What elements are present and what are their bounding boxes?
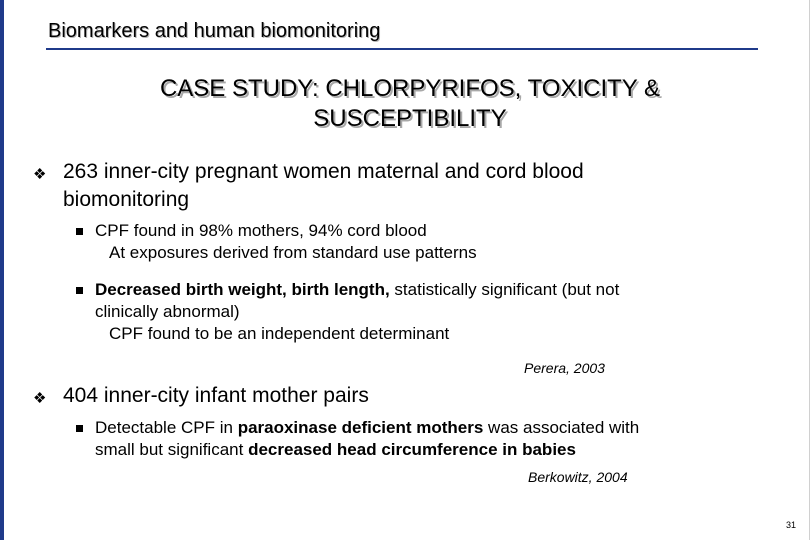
section1-sub2 bbox=[95, 279, 619, 345]
slide-title-line2: SUSCEPTIBILITY bbox=[313, 105, 507, 132]
section2-sub1-line2-pre: small but significant bbox=[95, 440, 249, 459]
section2-sub1-bold2: decreased head circumference in babies bbox=[248, 440, 576, 459]
slide-title bbox=[60, 74, 760, 134]
section1-sub2-line1 bbox=[95, 279, 619, 301]
section2-sub1 bbox=[95, 417, 639, 461]
bullet-diamond-icon: ❖ bbox=[33, 390, 47, 407]
section1-line2: biomonitoring bbox=[63, 188, 190, 211]
square-bullet-icon bbox=[76, 228, 83, 235]
bullet-diamond-icon: ❖ bbox=[33, 166, 47, 183]
citation-berkowitz: Berkowitz, 2004 bbox=[528, 469, 628, 485]
section1-sub1 bbox=[95, 220, 477, 264]
citation-perera: Perera, 2003 bbox=[524, 360, 605, 376]
section1-sub2-bold: Decreased birth weight, birth length, bbox=[95, 280, 390, 299]
section2-sub1-pre: Detectable CPF in bbox=[95, 418, 238, 437]
section1-line1: 263 inner-city pregnant women maternal and cord blood bbox=[63, 160, 584, 183]
section1-text bbox=[63, 158, 584, 214]
section1-sub2-line2: clinically abnormal) bbox=[95, 302, 240, 321]
square-bullet-icon bbox=[76, 287, 83, 294]
square-bullet-icon bbox=[76, 425, 83, 432]
section2-line1: 404 inner-city infant mother pairs bbox=[63, 384, 369, 407]
section1-sub2-line3: CPF found to be an independent determinant bbox=[109, 324, 450, 343]
left-accent-bar bbox=[0, 0, 4, 540]
slide-title-line1: CASE STUDY: CHLORPYRIFOS, TOXICITY & bbox=[159, 75, 661, 102]
section2-sub1-line1 bbox=[95, 417, 639, 439]
section2-sub1-mid: was associated with bbox=[483, 418, 640, 437]
header-title: Biomarkers and human biomonitoring bbox=[48, 20, 381, 42]
page-number: 31 bbox=[785, 520, 796, 530]
section2-sub1-line2 bbox=[95, 439, 639, 461]
section2-sub1-bold1: paraoxinase deficient mothers bbox=[237, 418, 484, 437]
section1-sub1-line2: At exposures derived from standard use patterns bbox=[109, 243, 477, 262]
section1-sub1-line1: CPF found in 98% mothers, 94% cord blood bbox=[95, 221, 427, 240]
section1-sub2-rest: statistically significant (but not bbox=[389, 280, 620, 299]
header-rule bbox=[46, 48, 758, 50]
